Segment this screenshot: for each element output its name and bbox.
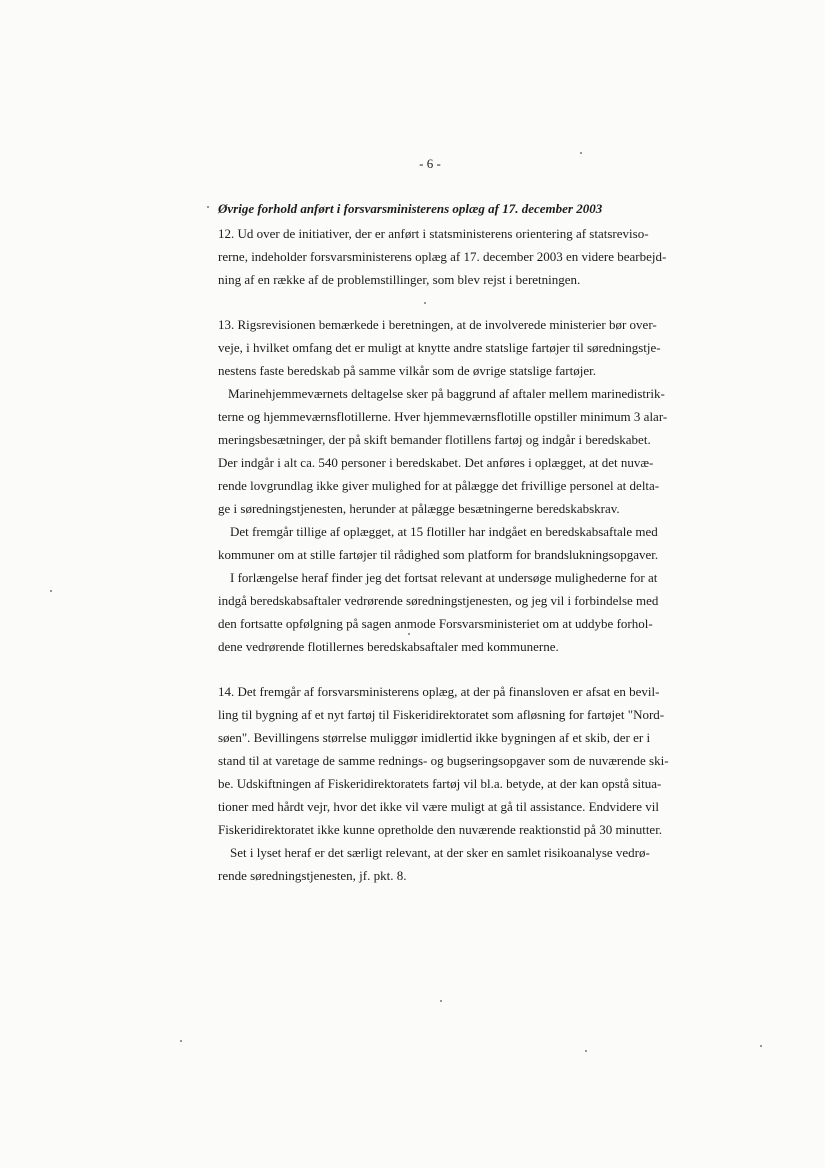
paragraph-line: terne og hjemmeværnsflotillerne. Hver hjemmeværnsflotille opstiller minimum 3 alar- bbox=[218, 409, 668, 424]
scan-speck bbox=[180, 1040, 182, 1042]
paragraph-line: ning af en række af de problemstillinger, som blev rejst i beretningen. bbox=[218, 272, 581, 287]
paragraph-line: Fiskeridirektoratet ikke kunne opretholde den nuværende reaktionstid på 30 minutter. bbox=[218, 822, 663, 837]
paragraph-line: den fortsatte opfølgning på sagen anmode Forsvarsministeriet om at uddybe forhol- bbox=[218, 616, 653, 631]
paragraph-line: indgå beredskabsaftaler vedrørende søredningstjenesten, og jeg vil i forbindelse med bbox=[218, 593, 659, 608]
paragraph-line: 14. Det fremgår af forsvarsministerens oplæg, at der på finansloven er afsat en bevil- bbox=[218, 684, 660, 699]
scan-speck bbox=[424, 302, 426, 304]
paragraph-line: dene vedrørende flotillernes beredskabsaftaler med kommunerne. bbox=[218, 639, 559, 654]
paragraph-line: kommuner om at stille fartøjer til rådighed som platform for brandslukningsopgaver. bbox=[218, 547, 659, 562]
paragraph-line: rende lovgrundlag ikke giver mulighed for at pålægge det frivillige personel at delta- bbox=[218, 478, 660, 493]
paragraph-line: stand til at varetage de samme rednings- og bugseringsopgaver som de nuværende ski- bbox=[218, 753, 669, 768]
paragraph-line: Der indgår i alt ca. 540 personer i beredskabet. Det anføres i oplægget, at det nuvæ- bbox=[218, 455, 654, 470]
paragraph-line: meringsbesætninger, der på skift bemander flotillens fartøj og indgår i beredskabet. bbox=[218, 432, 651, 447]
paragraph-line: ge i søredningstjenesten, herunder at pålægge besætningerne beredskabskrav. bbox=[218, 501, 620, 516]
paragraph-line: rerne, indeholder forsvarsministerens oplæg af 17. december 2003 en videre bearbejd- bbox=[218, 249, 667, 264]
paragraph-line: søen". Bevillingens størrelse muliggør imidlertid ikke bygningen af et skib, der er i bbox=[218, 730, 651, 745]
paragraph-line: tioner med hårdt vejr, hvor det ikke vil være muligt at gå til assistance. Endvidere vil bbox=[218, 799, 660, 814]
paragraph-line: 12. Ud over de initiativer, der er anført i statsministerens orientering af statsreviso- bbox=[218, 226, 649, 241]
paragraph-line: 13. Rigsrevisionen bemærkede i beretningen, at de involverede ministerier bør over- bbox=[218, 317, 657, 332]
scan-speck bbox=[50, 590, 52, 592]
paragraph-line: Det fremgår tillige af oplægget, at 15 flotiller har indgået en beredskabsaftale med bbox=[230, 524, 658, 539]
paragraph-line: veje, i hvilket omfang det er muligt at knytte andre statslige fartøjer til søredningstje- bbox=[218, 340, 661, 355]
scan-speck bbox=[760, 1045, 762, 1047]
paragraph-line: I forlængelse heraf finder jeg det fortsat relevant at undersøge mulighederne for at bbox=[230, 570, 658, 585]
paragraph-line: rende søredningstjenesten, jf. pkt. 8. bbox=[218, 868, 407, 883]
paragraph-line: nestens faste beredskab på samme vilkår som de øvrige statslige fartøjer. bbox=[218, 363, 596, 378]
scan-speck bbox=[585, 1050, 587, 1052]
scan-speck bbox=[440, 1000, 442, 1002]
paragraph-line: ling til bygning af et nyt fartøj til Fiskeridirektoratet som afløsning for fartøjet "Nord- bbox=[218, 707, 665, 722]
paragraph-line: Marinehjemmeværnets deltagelse sker på baggrund af aftaler mellem marinedistrik- bbox=[228, 386, 665, 401]
scan-speck bbox=[207, 206, 209, 208]
paragraph-line: be. Udskiftningen af Fiskeridirektoratets fartøj vil bl.a. betyde, at der kan opstå situa- bbox=[218, 776, 662, 791]
scan-speck bbox=[408, 633, 410, 635]
section-heading: Øvrige forhold anført i forsvarsministerens oplæg af 17. december 2003 bbox=[218, 201, 603, 216]
paragraph-line: Set i lyset heraf er det særligt relevant, at der sker en samlet risikoanalyse vedrø- bbox=[230, 845, 650, 860]
scan-speck bbox=[580, 152, 582, 154]
page-number: - 6 - bbox=[419, 156, 441, 171]
